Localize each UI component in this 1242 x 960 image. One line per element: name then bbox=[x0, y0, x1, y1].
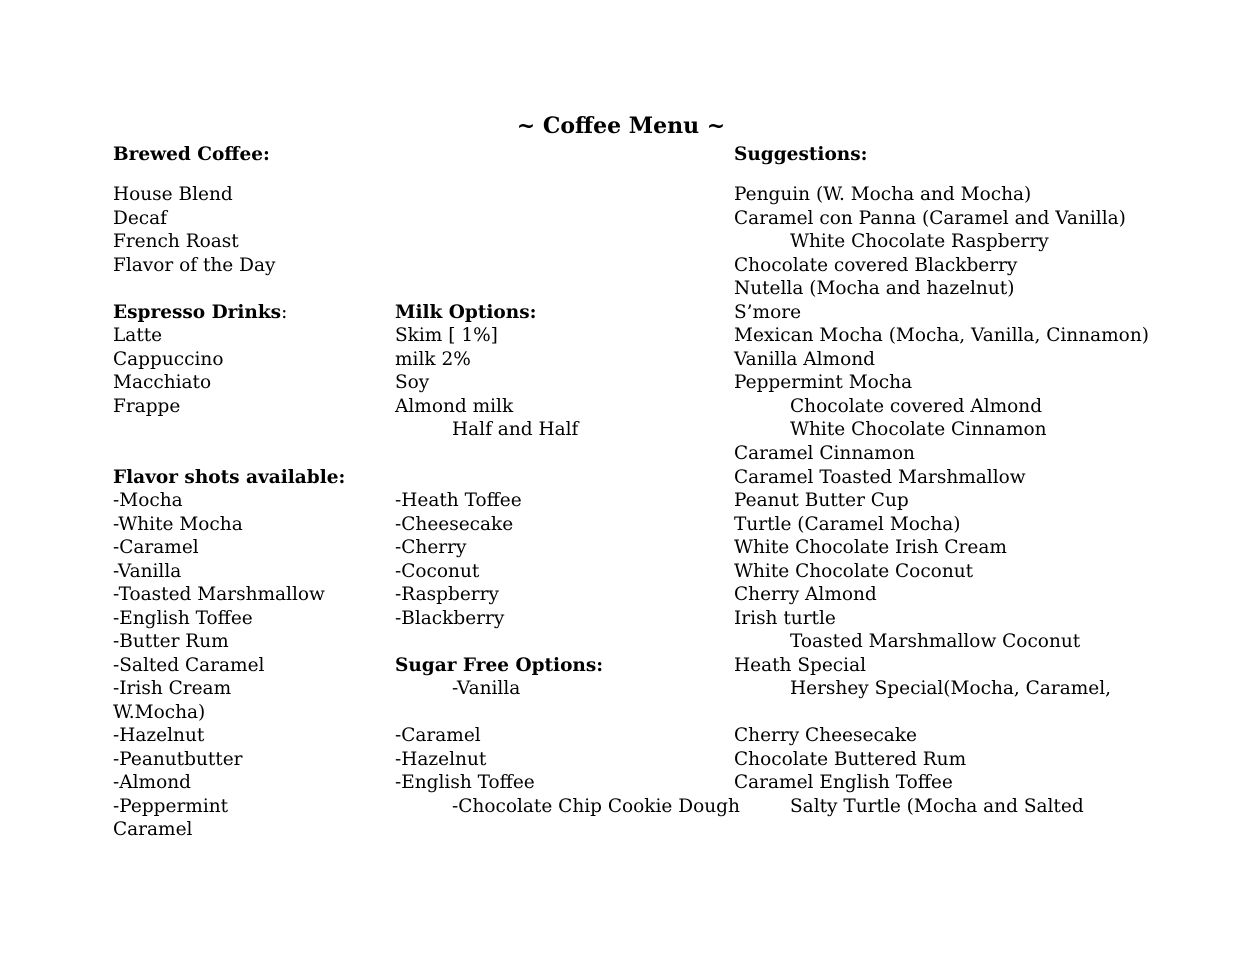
flavor-item: -Mocha bbox=[113, 490, 183, 511]
menu-title: ~ Coffee Menu ~ bbox=[516, 113, 726, 139]
flavor-item: -Raspberry bbox=[395, 584, 499, 605]
brewed-item: House Blend bbox=[113, 184, 233, 205]
sugar-free-item: -English Toffee bbox=[395, 772, 535, 793]
brewed-item: Decaf bbox=[113, 208, 168, 229]
suggestion-item: Chocolate covered Almond bbox=[790, 396, 1043, 417]
suggestion-item: Toasted Marshmallow Coconut bbox=[790, 631, 1081, 652]
flavor-item: -Caramel bbox=[113, 537, 199, 558]
suggestion-item: Nutella (Mocha and hazelnut) bbox=[734, 278, 1015, 299]
milk-options-heading: Milk Options: bbox=[395, 302, 537, 323]
suggestion-item: White Chocolate Coconut bbox=[734, 561, 974, 582]
suggestion-item: White Chocolate Raspberry bbox=[790, 231, 1049, 252]
espresso-heading-text: Espresso Drinks bbox=[113, 302, 282, 323]
flavor-item: -Toasted Marshmallow bbox=[113, 584, 325, 605]
milk-item: Half and Half bbox=[452, 419, 579, 440]
suggestion-item: Hershey Special(Mocha, Caramel, bbox=[790, 678, 1112, 699]
milk-item: Almond milk bbox=[395, 396, 514, 417]
suggestion-item: Caramel Cinnamon bbox=[734, 443, 915, 464]
milk-item: Soy bbox=[395, 372, 430, 393]
suggestion-item: Heath Special bbox=[734, 655, 867, 676]
suggestion-item: White Chocolate Irish Cream bbox=[734, 537, 1007, 558]
flavor-item: -Hazelnut bbox=[113, 725, 205, 746]
suggestion-item: Salty Turtle (Mocha and Salted bbox=[790, 796, 1084, 817]
espresso-heading-colon: : bbox=[281, 302, 288, 323]
flavor-item: -Irish Cream bbox=[113, 678, 232, 699]
suggestion-item: Caramel English Toffee bbox=[734, 772, 953, 793]
sugar-free-heading: Sugar Free Options: bbox=[395, 655, 604, 676]
flavor-item: -Cherry bbox=[395, 537, 467, 558]
flavor-item: -Coconut bbox=[395, 561, 480, 582]
espresso-item: Frappe bbox=[113, 396, 181, 417]
milk-item: Skim [ 1%] bbox=[395, 325, 498, 346]
suggestion-item: Peanut Butter Cup bbox=[734, 490, 909, 511]
suggestion-item: White Chocolate Cinnamon bbox=[790, 419, 1047, 440]
suggestion-item: Caramel con Panna (Caramel and Vanilla) bbox=[734, 208, 1126, 229]
suggestion-item: Cherry Almond bbox=[734, 584, 877, 605]
flavor-item: -Almond bbox=[113, 772, 191, 793]
espresso-item: Macchiato bbox=[113, 372, 212, 393]
brewed-coffee-heading: Brewed Coffee: bbox=[113, 144, 270, 165]
espresso-item: Cappuccino bbox=[113, 349, 224, 370]
flavor-shots-heading: Flavor shots available: bbox=[113, 467, 346, 488]
suggestion-item: Caramel Toasted Marshmallow bbox=[734, 467, 1026, 488]
suggestion-item: Vanilla Almond bbox=[734, 349, 875, 370]
suggestion-item: Peppermint Mocha bbox=[734, 372, 913, 393]
flavor-item: -Butter Rum bbox=[113, 631, 229, 652]
flavor-item: -Heath Toffee bbox=[395, 490, 522, 511]
suggestion-item: Penguin (W. Mocha and Mocha) bbox=[734, 184, 1032, 205]
suggestion-item: Chocolate Buttered Rum bbox=[734, 749, 967, 770]
espresso-item: Latte bbox=[113, 325, 163, 346]
suggestion-item: Mexican Mocha (Mocha, Vanilla, Cinnamon) bbox=[734, 325, 1149, 346]
flavor-item: -English Toffee bbox=[113, 608, 253, 629]
sugar-free-item: -Caramel bbox=[395, 725, 481, 746]
sugar-free-item: -Chocolate Chip Cookie Dough bbox=[452, 796, 740, 817]
brewed-item: Flavor of the Day bbox=[113, 255, 276, 276]
flavor-item: -Peanutbutter bbox=[113, 749, 243, 770]
sugar-free-item: -Hazelnut bbox=[395, 749, 487, 770]
suggestion-item: Cherry Cheesecake bbox=[734, 725, 917, 746]
flavor-item: -White Mocha bbox=[113, 514, 243, 535]
flavor-item: -Vanilla bbox=[113, 561, 182, 582]
espresso-heading bbox=[113, 301, 287, 325]
flavor-item: Caramel bbox=[113, 819, 193, 840]
brewed-item: French Roast bbox=[113, 231, 239, 252]
suggestions-heading: Suggestions: bbox=[734, 144, 868, 165]
sugar-free-item: -Vanilla bbox=[452, 678, 521, 699]
suggestion-item: Turtle (Caramel Mocha) bbox=[734, 514, 961, 535]
suggestion-item: Irish turtle bbox=[734, 608, 836, 629]
flavor-item: W.Mocha) bbox=[113, 702, 206, 723]
flavor-item: -Cheesecake bbox=[395, 514, 514, 535]
milk-item: milk 2% bbox=[395, 349, 471, 370]
suggestion-item: Chocolate covered Blackberry bbox=[734, 255, 1018, 276]
flavor-item: -Blackberry bbox=[395, 608, 505, 629]
suggestion-item: S’more bbox=[734, 302, 802, 323]
flavor-item: -Salted Caramel bbox=[113, 655, 265, 676]
flavor-item: -Peppermint bbox=[113, 796, 229, 817]
